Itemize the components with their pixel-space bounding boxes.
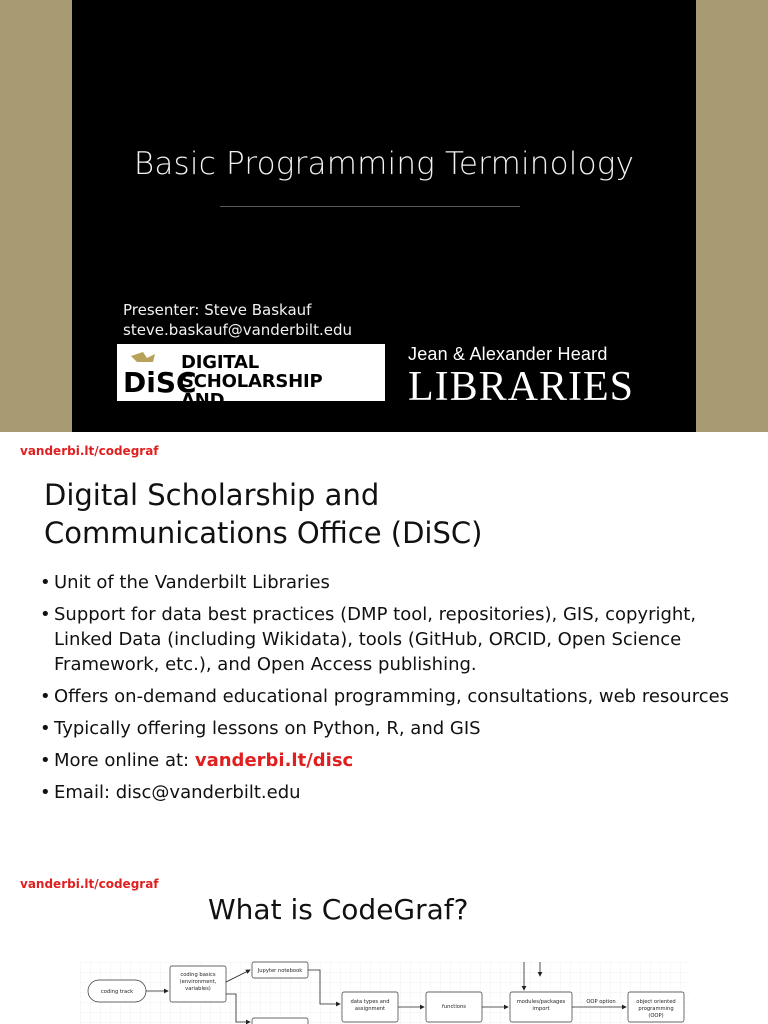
libraries-logo: [408, 344, 635, 410]
bullet-item: • Unit of the Vanderbilt Libraries: [40, 570, 760, 595]
bullet-item: • Typically offering lessons on Python, R, and GIS: [40, 716, 760, 741]
slide-3-title: What is CodeGraf?: [208, 893, 469, 926]
slide-1-title: Basic Programming Terminology: [133, 146, 635, 182]
title-divider: [220, 206, 520, 207]
flow-label-oop-1: object oriented: [636, 999, 676, 1005]
disc-mark-text: DiSC: [123, 366, 197, 399]
slide-2-title: [44, 476, 482, 552]
bullet-item-email: • Email: disc@vanderbilt.edu: [40, 780, 760, 805]
flow-label-modules-1: modules/packages: [516, 999, 566, 1005]
disc-logo-line1: DIGITAL SCHOLARSHIP: [181, 352, 323, 392]
libraries-logo-line2: LIBRARIES: [408, 364, 635, 410]
presenter-info: [123, 300, 352, 340]
slide-2-title-line2: Communications Office (DiSC): [44, 516, 483, 550]
flow-label-coding-basics-1: coding basics: [180, 972, 216, 978]
flow-label-functions: functions: [442, 1004, 466, 1010]
flow-node-second-row: [252, 1018, 308, 1024]
flow-label-data-types-2: assignment: [354, 1006, 386, 1012]
slide-2-shortlink[interactable]: vanderbi.lt/codegraf: [20, 444, 159, 458]
slide-1-panel: [72, 0, 696, 432]
presenter-email: steve.baskauf@vanderbilt.edu: [123, 321, 352, 339]
disc-logo-icon: [123, 350, 197, 399]
flow-label-oop-option: OOP option: [586, 999, 616, 1005]
slide-3-shortlink[interactable]: vanderbi.lt/codegraf: [20, 877, 159, 891]
disc-logo: [117, 344, 385, 430]
flow-label-modules-2: import: [532, 1006, 550, 1012]
slide-2-title-line1: Digital Scholarship and: [44, 478, 380, 512]
disc-logo-line2: AND COMMUNICATIONS: [181, 390, 367, 430]
bullet-item: • Support for data best practices (DMP tool, repositories), GIS, copyright, Linked Data (including Wikidata), tools (GitHub, ORCID, Open Science Framework, etc.), and Open Access publishing.: [40, 602, 760, 677]
disc-link[interactable]: vanderbi.lt/disc: [194, 750, 354, 771]
libraries-logo-line1: Jean & Alexander Heard: [408, 344, 608, 364]
more-online-label: More online at:: [54, 750, 195, 771]
flow-label-jupyter: Jupyter notebook: [257, 968, 303, 974]
flow-label-coding-basics-2: (environment,: [179, 979, 217, 985]
flow-label-data-types-1: data types and: [350, 999, 390, 1005]
presenter-name: Presenter: Steve Baskauf: [123, 301, 312, 319]
flow-label-coding-track: coding track: [100, 989, 134, 995]
flow-label-oop-2: programming: [638, 1006, 674, 1012]
flow-label-oop-3: (OOP): [648, 1013, 664, 1019]
slide-1: [0, 0, 768, 432]
bullet-item: • Offers on-demand educational programming, consultations, web resources: [40, 684, 760, 709]
codegraf-flowchart: [80, 962, 690, 1024]
bullet-item-more-online: [40, 748, 760, 773]
flow-label-coding-basics-3: variables): [185, 986, 211, 992]
disc-bullet-list: [40, 570, 760, 812]
disc-logo-text: [181, 353, 385, 429]
